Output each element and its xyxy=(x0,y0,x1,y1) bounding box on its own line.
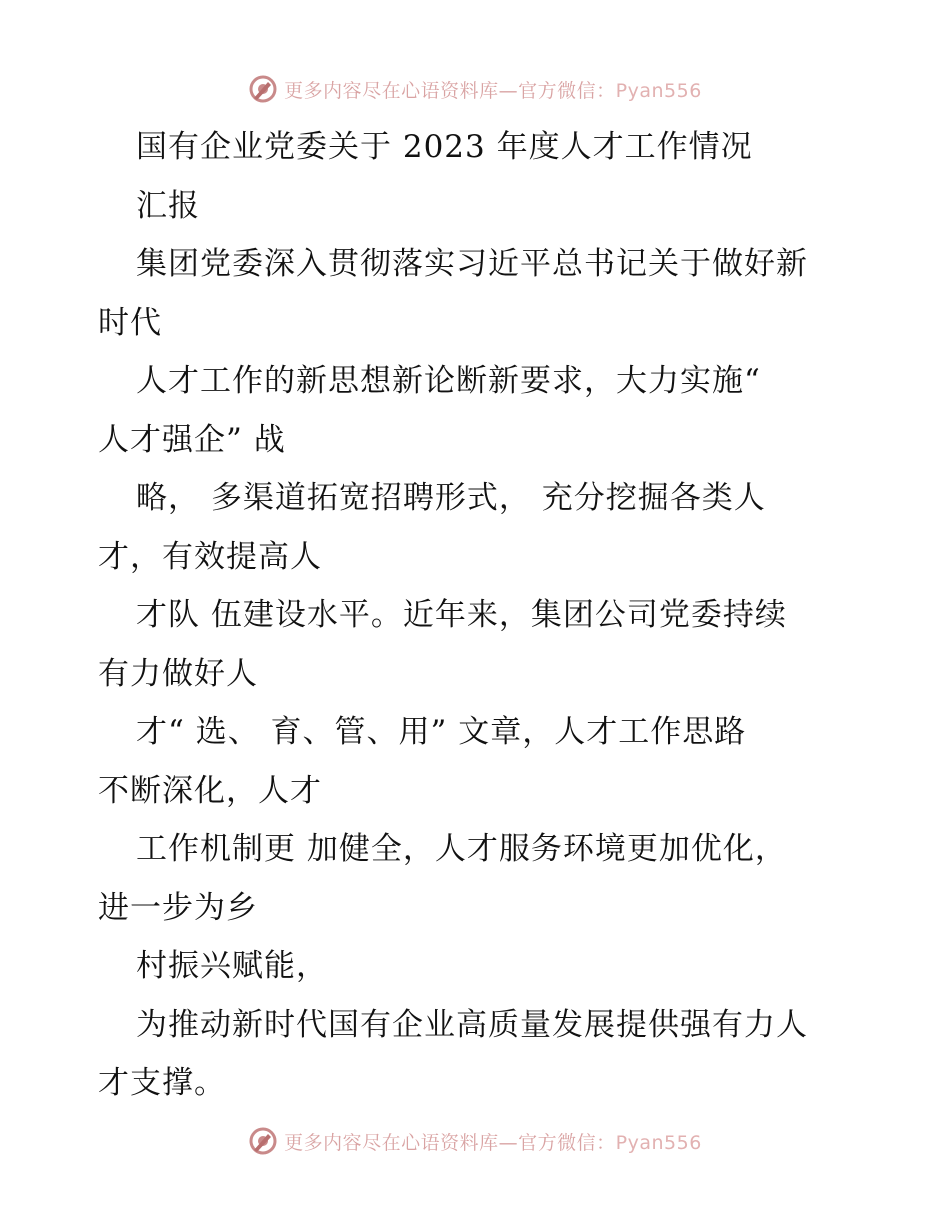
paragraph-line: 人才工作的新思想新论断新要求，大力实施“ xyxy=(136,363,761,399)
watermark-label: 更多内容尽在心语资料库—官方微信：Pyan556 xyxy=(284,79,702,102)
paragraph-line: 才队 伍建设水平。近年来，集团公司党委持续 xyxy=(136,597,787,633)
watermark-wechat-id: Pyan556 xyxy=(615,79,702,102)
paragraph-line: 国有企业党委关于 2023 年度人才工作情况 xyxy=(136,129,753,165)
paragraph-line: 村振兴赋能， xyxy=(136,948,328,984)
paragraph-line: 才支撑。 xyxy=(98,1065,226,1101)
paragraph-line: 才，有效提高人 xyxy=(98,538,322,575)
watermark-label: 更多内容尽在心语资料库—官方微信：Pyan556 xyxy=(284,1131,702,1154)
paragraph-line: 工作机制更 加健全，人才服务环境更加优化， xyxy=(136,831,787,867)
paragraph-line: 汇报 xyxy=(136,187,200,224)
paragraph-line: 为推动新时代国有企业高质量发展提供强有力人 xyxy=(136,1006,808,1043)
paragraph-line: 时代 xyxy=(98,304,162,341)
paragraph-line: 不断深化，人才 xyxy=(98,772,322,809)
paragraph-line: 略， 多渠道拓宽招聘形式， 充分挖掘各类人 xyxy=(136,480,766,516)
logo-icon xyxy=(248,1126,278,1156)
paragraph-line: 有力做好人 xyxy=(98,655,258,692)
paragraph-line: 才“ 选、 育、管、用” 文章，人才工作思路 xyxy=(136,714,747,750)
logo-icon xyxy=(248,74,278,104)
paragraph-line: 人才强企” 战 xyxy=(98,421,286,458)
watermark-footer xyxy=(0,1124,950,1158)
paragraph-line: 进一步为乡 xyxy=(98,889,258,926)
watermark-header xyxy=(0,72,950,106)
paragraph-line: 集团党委深入贯彻落实习近平总书记关于做好新 xyxy=(136,246,808,282)
document-body xyxy=(98,118,878,1113)
watermark-wechat-id: Pyan556 xyxy=(615,1131,702,1154)
